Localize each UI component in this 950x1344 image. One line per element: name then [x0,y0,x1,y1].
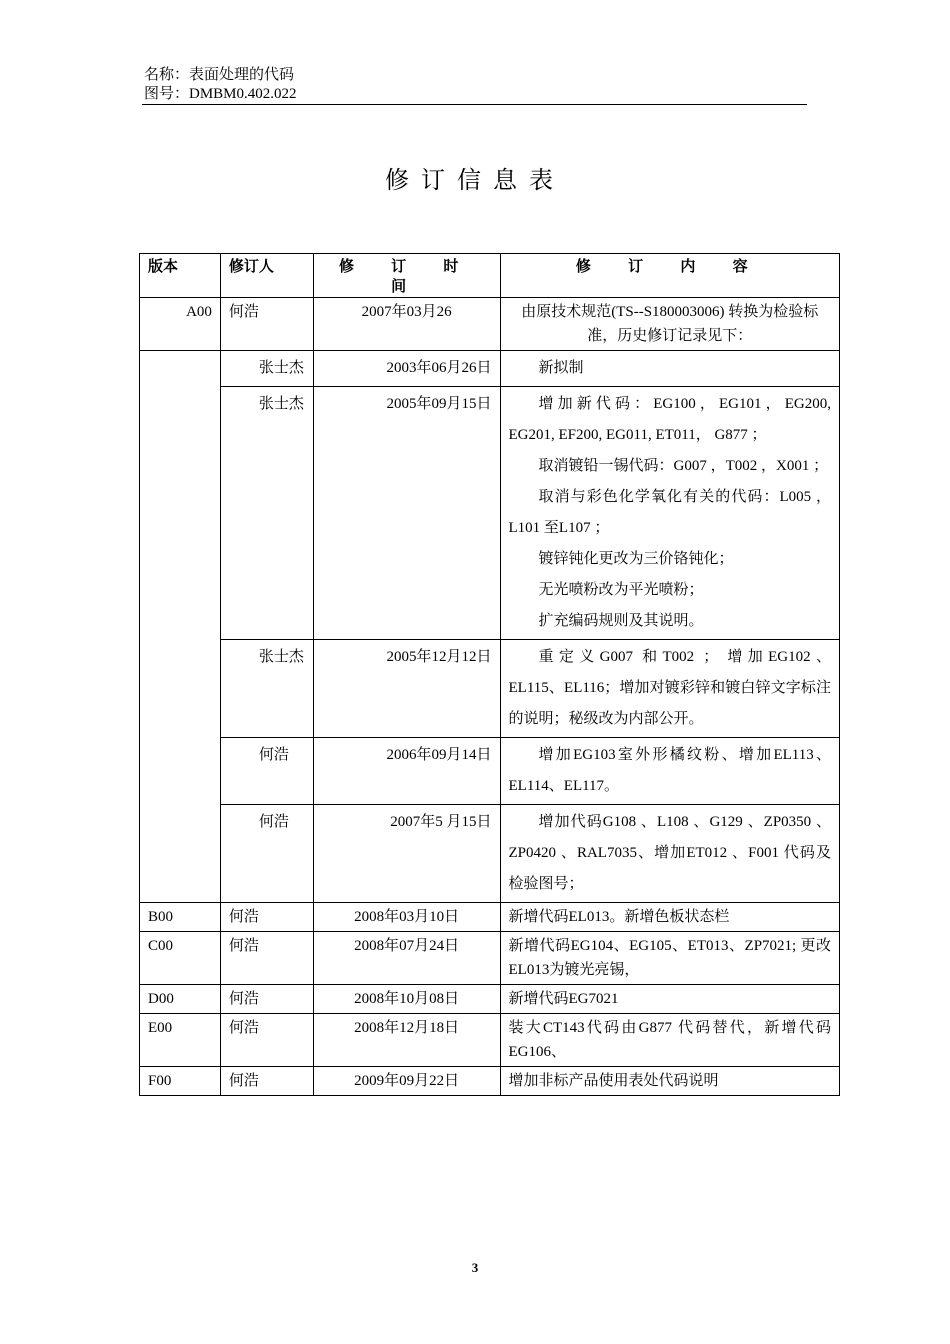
cell-content: 增加代码G108 、L108 、G129 、ZP0350 、ZP0420 、RAL7035、增加ET012 、F001 代码及检验图号； [500,805,839,903]
cell-reviser: 何浩 [220,1067,313,1096]
cell-reviser: 何浩 [220,903,313,932]
revision-table [139,253,840,1096]
page-title: 修订信息表 [385,166,565,194]
cell-reviser: 何浩 [220,932,313,985]
cell-content: 新增代码EL013。新增色板状态栏 [500,903,839,932]
content-line: 镀锌钝化更改为三价铬钝化； [538,551,734,567]
content-line: 无光喷粉改为平光喷粉； [538,582,704,598]
cell-content: 新增代码EG104、EG105、ET013、ZP7021; 更改EL013为镀光亮锡， [500,932,839,985]
table-row [140,985,840,1014]
table-header-row [140,254,840,298]
content-line: 取消与彩色化学氧化有关的代码：L005 ，L101 至L107 ； [508,489,831,536]
cell-reviser: 张士杰 [220,387,313,640]
table-row [140,738,840,805]
cell-content: 增加非标产品使用表处代码说明 [500,1067,839,1096]
table-row [140,387,840,640]
content-line: 扩充编码规则及其说明。 [538,613,704,629]
cell-version: E00 [140,1014,221,1067]
cell-reviser: 何浩 [220,738,313,805]
cell-date: 2008年10月08日 [313,985,500,1014]
table-row [140,1067,840,1096]
cell-reviser: 何浩 [220,1014,313,1067]
cell-date: 2007年5 月15日 [313,805,500,903]
cell-content: 新增代码EG7021 [500,985,839,1014]
content-line: 取消镀铅一锡代码：G007 ，T002 ，X001 ； [538,458,829,474]
cell-reviser: 张士杰 [220,351,313,387]
cell-reviser: 何浩 [220,298,313,351]
cell-content: 新拟制 [500,351,839,387]
cell-version: B00 [140,903,221,932]
header-reviser: 修订人 [220,254,313,298]
cell-content: 重定义G007 和T002 ； 增加EG102、EL115、EL116；增加对镀彩锌和镀白锌文字标注的说明；秘级改为内部公开。 [500,640,839,738]
table-row [140,903,840,932]
header-divider [142,104,807,105]
cell-version: F00 [140,1067,221,1096]
cell-reviser: 张士杰 [220,640,313,738]
cell-content [500,387,839,640]
cell-date: 2005年12月12日 [313,640,500,738]
cell-reviser: 何浩 [220,985,313,1014]
cell-date: 2008年03月10日 [313,903,500,932]
header-content: 修 订 内 容 [500,254,839,298]
cell-version: C00 [140,932,221,985]
cell-content: 由原技术规范(TS--S180003006) 转换为检验标准，历史修订记录见下： [500,298,839,351]
table-row [140,640,840,738]
cell-date: 2009年09月22日 [313,1067,500,1096]
cell-date: 2008年07月24日 [313,932,500,985]
document-name: 名称：表面处理的代码 [144,67,295,83]
table-row [140,1014,840,1067]
cell-content: 增加EG103室外形橘纹粉、增加EL113、EL114、EL117。 [500,738,839,805]
header-date: 修 订 时 间 [313,254,500,298]
table-row [140,805,840,903]
content-line: 增加新代码：EG100，EG101，EG200, EG201, EF200, EG011, ET011， G877 ； [508,396,831,443]
cell-version: A00 [140,298,221,351]
cell-version: D00 [140,985,221,1014]
cell-date: 2003年06月26日 [313,351,500,387]
cell-version [140,351,221,903]
cell-reviser: 何浩 [220,805,313,903]
cell-date: 2005年09月15日 [313,387,500,640]
table-row [140,351,840,387]
table-row [140,932,840,985]
cell-date: 2006年09月14日 [313,738,500,805]
drawing-number: 图号：DMBM0.402.022 [144,86,297,102]
header-version: 版本 [140,254,221,298]
table-row [140,298,840,351]
cell-date: 2007年03月26 [313,298,500,351]
page-number: 3 [471,1260,479,1275]
cell-content: 装大CT143代码由G877 代码替代，新增代码EG106、 [500,1014,839,1067]
cell-date: 2008年12月18日 [313,1014,500,1067]
document-header [144,66,806,104]
